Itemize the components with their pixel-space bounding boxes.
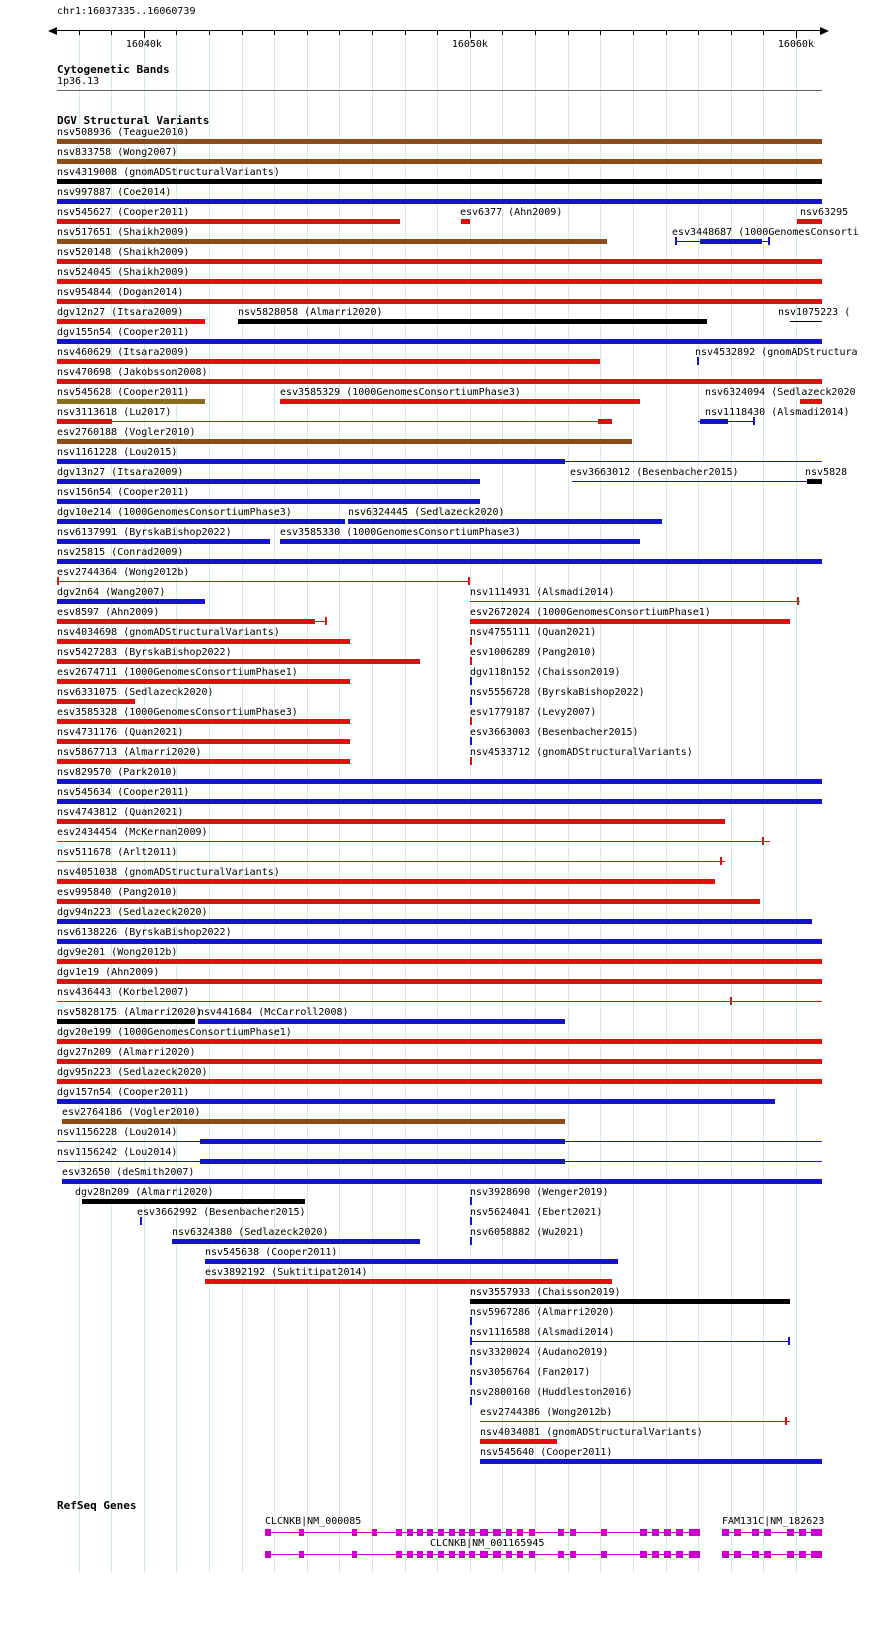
gene-exon[interactable] (506, 1529, 512, 1536)
variant-label: nsv1075223 ( (778, 307, 851, 318)
variant-tick[interactable] (325, 617, 327, 625)
variant-label: esv3585330 (1000GenomesConsortiumPhase3) (280, 527, 521, 538)
variant-label: esv2744364 (Wong2012b) (57, 567, 190, 578)
variant-label: nsv25815 (Conrad2009) (57, 547, 184, 558)
ruler-tick (633, 31, 634, 35)
gene-exon[interactable] (752, 1551, 759, 1558)
ruler-tick-label: 16060k (777, 39, 814, 50)
ruler-tick (796, 31, 797, 38)
variant-label: nsv6138226 (ByrskaBishop2022) (57, 927, 232, 938)
ruler-tick-label: 16040k (125, 39, 162, 50)
variant-label: nsv6137991 (ByrskaBishop2022) (57, 527, 232, 538)
variant-label: nsv1118430 (Alsmadi2014) (705, 407, 850, 418)
ruler-tick (600, 31, 601, 35)
gene-exon[interactable] (640, 1551, 647, 1558)
ruler-tick (79, 31, 80, 35)
variant-label: esv2760188 (Vogler2010) (57, 427, 196, 438)
ruler-arrow-right (820, 27, 829, 35)
variant-bar[interactable] (57, 619, 315, 624)
variant-line[interactable] (57, 1001, 822, 1002)
variant-label: nsv524045 (Shaikh2009) (57, 267, 190, 278)
gene-exon[interactable] (811, 1551, 822, 1558)
ruler-tick (405, 31, 406, 35)
gene-exon[interactable] (449, 1529, 455, 1536)
variant-label: nsv545638 (Cooper2011) (205, 1247, 338, 1258)
variant-label: nsv829570 (Park2010) (57, 767, 178, 778)
variant-bar[interactable] (57, 419, 112, 424)
variant-label: dgv27n209 (Almarri2020) (57, 1047, 196, 1058)
variant-label: nsv470698 (Jakobsson2008) (57, 367, 208, 378)
variant-line[interactable] (572, 481, 822, 482)
gene-exon[interactable] (506, 1551, 512, 1558)
variant-label: nsv3320024 (Audano2019) (470, 1347, 609, 1358)
variant-line[interactable] (470, 601, 800, 602)
variant-label: nsv4532892 (gnomADStructura (695, 347, 858, 358)
ruler-tick (242, 31, 243, 35)
gene-exon[interactable] (787, 1551, 794, 1558)
gene-exon[interactable] (438, 1529, 444, 1536)
gene-exon[interactable] (427, 1529, 433, 1536)
variant-bar[interactable] (57, 1039, 822, 1044)
variant-bar[interactable] (470, 619, 790, 624)
variant-label: nsv156n54 (Cooper2011) (57, 487, 190, 498)
variant-label: esv2672024 (1000GenomesConsortiumPhase1) (470, 607, 711, 618)
variant-label: nsv4533712 (gnomADStructuralVariants) (470, 747, 693, 758)
variant-label: nsv833758 (Wong2007) (57, 147, 178, 158)
gene-exon[interactable] (689, 1529, 700, 1536)
gene-exon[interactable] (427, 1551, 433, 1558)
variant-bar[interactable] (57, 399, 205, 404)
variant-bar[interactable] (238, 319, 707, 324)
gene-exon[interactable] (570, 1529, 576, 1536)
gene-exon[interactable] (558, 1551, 564, 1558)
variant-label: esv2674711 (1000GenomesConsortiumPhase1) (57, 667, 298, 678)
gene-exon[interactable] (652, 1529, 659, 1536)
variant-bar[interactable] (200, 1159, 565, 1164)
variant-tick[interactable] (762, 837, 764, 845)
variant-label: dgv9e201 (Wong2012b) (57, 947, 178, 958)
gene-exon[interactable] (407, 1529, 413, 1536)
variant-bar[interactable] (62, 1179, 822, 1184)
gene-exon[interactable] (459, 1529, 465, 1536)
variant-label: esv8597 (Ahn2009) (57, 607, 160, 618)
gene-exon[interactable] (601, 1529, 607, 1536)
variant-tick[interactable] (468, 577, 470, 585)
ruler-tick (568, 31, 569, 35)
variant-label: esv1779187 (Levy2007) (470, 707, 597, 718)
gene-exon[interactable] (529, 1529, 535, 1536)
gene-exon[interactable] (299, 1551, 304, 1558)
variant-tick[interactable] (785, 1417, 787, 1425)
variant-tick[interactable] (797, 597, 799, 605)
gene-exon[interactable] (396, 1551, 402, 1558)
ruler-tick (209, 31, 210, 35)
gene-exon[interactable] (664, 1551, 671, 1558)
variant-bar[interactable] (57, 659, 420, 664)
variant-bar[interactable] (57, 639, 350, 644)
gene-exon[interactable] (517, 1551, 523, 1558)
variant-bar[interactable] (57, 679, 350, 684)
gene-exon[interactable] (493, 1551, 501, 1558)
variant-bar[interactable] (205, 1259, 618, 1264)
variant-bar[interactable] (172, 1239, 420, 1244)
region-label: chr1:16037335..16060739 (57, 6, 196, 17)
variant-label: nsv5624041 (Ebert2021) (470, 1207, 603, 1218)
gene-exon[interactable] (689, 1551, 700, 1558)
gene-exon[interactable] (652, 1551, 659, 1558)
variant-bar[interactable] (797, 219, 822, 224)
variant-label: dgv118n152 (Chaisson2019) (470, 667, 621, 678)
variant-label: nsv545628 (Cooper2011) (57, 387, 190, 398)
variant-bar[interactable] (200, 1139, 565, 1144)
variant-label: nsv545627 (Cooper2011) (57, 207, 190, 218)
variant-bar[interactable] (57, 179, 822, 184)
variant-label: nsv517651 (Shaikh2009) (57, 227, 190, 238)
variant-label: nsv6331075 (Sedlazeck2020) (57, 687, 214, 698)
ruler-tick (144, 31, 145, 38)
gene-exon[interactable] (469, 1529, 475, 1536)
variant-line[interactable] (470, 1341, 790, 1342)
variant-label: nsv545634 (Cooper2011) (57, 787, 190, 798)
variant-bar[interactable] (700, 239, 762, 244)
gene-exon[interactable] (799, 1529, 806, 1536)
ruler-tick (731, 31, 732, 35)
variant-bar[interactable] (57, 959, 822, 964)
variant-label: nsv5867713 (Almarri2020) (57, 747, 202, 758)
variant-label: nsv954844 (Dogan2014) (57, 287, 184, 298)
variant-bar[interactable] (461, 219, 470, 224)
variant-label: nsv3557933 (Chaisson2019) (470, 1287, 621, 1298)
gene-exon[interactable] (449, 1551, 455, 1558)
variant-tick[interactable] (730, 997, 732, 1005)
variant-label: nsv4319008 (gnomADStructuralVariants) (57, 167, 280, 178)
gene-exon[interactable] (676, 1551, 683, 1558)
variant-bar[interactable] (57, 559, 822, 564)
gene-exon[interactable] (664, 1529, 671, 1536)
variant-label: nsv3056764 (Fan2017) (470, 1367, 591, 1378)
variant-label: nsv6058882 (Wu2021) (470, 1227, 585, 1238)
variant-label: nsv5427283 (ByrskaBishop2022) (57, 647, 232, 658)
variant-label: dgv2n64 (Wang2007) (57, 587, 166, 598)
variant-label: dgv10e214 (1000GenomesConsortiumPhase3) (57, 507, 292, 518)
variant-bar[interactable] (57, 879, 715, 884)
variant-bar[interactable] (57, 979, 822, 984)
variant-line[interactable] (57, 581, 470, 582)
variant-label: nsv1156242 (Lou2014) (57, 1147, 178, 1158)
gene-exon[interactable] (396, 1529, 402, 1536)
variant-bar[interactable] (57, 699, 135, 704)
variant-bar[interactable] (82, 1199, 305, 1204)
variant-bar[interactable] (57, 499, 480, 504)
variant-bar[interactable] (57, 239, 607, 244)
gene-exon[interactable] (407, 1551, 413, 1558)
variant-label: esv6377 (Ahn2009) (460, 207, 563, 218)
variant-label: nsv1156228 (Lou2014) (57, 1127, 178, 1138)
variant-label: esv32650 (deSmith2007) (62, 1167, 195, 1178)
gene-exon[interactable] (722, 1551, 729, 1558)
variant-label: nsv1116588 (Alsmadi2014) (470, 1327, 615, 1338)
gene-exon[interactable] (372, 1529, 377, 1536)
variant-line[interactable] (565, 461, 822, 462)
ruler-tick (274, 31, 275, 35)
variant-label: nsv511678 (Arlt2011) (57, 847, 178, 858)
ruler-tick (535, 31, 536, 35)
variant-label: nsv5556728 (ByrskaBishop2022) (470, 687, 645, 698)
variant-bar[interactable] (57, 199, 822, 204)
variant-label: nsv5828 (805, 467, 848, 478)
ruler-tick (307, 31, 308, 35)
variant-label: nsv4051038 (gnomADStructuralVariants) (57, 867, 280, 878)
variant-bar[interactable] (205, 1279, 612, 1284)
variant-label: nsv460629 (Itsara2009) (57, 347, 190, 358)
ruler-tick (763, 31, 764, 35)
variant-label: esv3585328 (1000GenomesConsortiumPhase3) (57, 707, 298, 718)
variant-bar[interactable] (57, 799, 822, 804)
variant-line[interactable] (112, 421, 600, 422)
variant-label: esv3892192 (Suktitipat2014) (205, 1267, 368, 1278)
ruler-tick (437, 31, 438, 35)
gene-exon[interactable] (438, 1551, 444, 1558)
variant-bar[interactable] (57, 359, 600, 364)
gene-exon[interactable] (722, 1529, 729, 1536)
gene-exon[interactable] (787, 1529, 794, 1536)
gene-exon[interactable] (417, 1551, 423, 1558)
variant-label: nsv441684 (McCarroll2008) (198, 1007, 349, 1018)
variant-label: dgv13n27 (Itsara2009) (57, 467, 184, 478)
gene-exon[interactable] (799, 1551, 806, 1558)
variant-label: nsv520148 (Shaikh2009) (57, 247, 190, 258)
variant-bar[interactable] (57, 899, 760, 904)
ruler-tick (372, 31, 373, 35)
variant-label: dgv155n54 (Cooper2011) (57, 327, 190, 338)
gene-exon[interactable] (601, 1551, 607, 1558)
variant-label: dgv157n54 (Cooper2011) (57, 1087, 190, 1098)
gene-label: CLCNKB|NM_000085 (265, 1516, 362, 1527)
gene-exon[interactable] (265, 1529, 271, 1536)
variant-bar[interactable] (57, 939, 822, 944)
variant-bar[interactable] (57, 159, 822, 164)
variant-bar[interactable] (57, 279, 822, 284)
variant-bar[interactable] (480, 1459, 822, 1464)
gene-exon[interactable] (640, 1529, 647, 1536)
variant-label: esv1006289 (Pang2010) (470, 647, 597, 658)
variant-bar[interactable] (57, 379, 822, 384)
gene-exon[interactable] (517, 1529, 523, 1536)
variant-label: esv2764186 (Vogler2010) (62, 1107, 201, 1118)
gene-exon[interactable] (558, 1529, 564, 1536)
variant-bar[interactable] (57, 739, 350, 744)
variant-tick[interactable] (720, 857, 722, 865)
variant-label: dgv94n223 (Sedlazeck2020) (57, 907, 208, 918)
variant-bar[interactable] (57, 1099, 775, 1104)
gene-exon[interactable] (265, 1551, 271, 1558)
gene-exon[interactable] (752, 1529, 759, 1536)
gene-exon[interactable] (480, 1551, 488, 1558)
variant-bar[interactable] (57, 519, 345, 524)
variant-bar[interactable] (57, 319, 205, 324)
gene-exon[interactable] (480, 1529, 488, 1536)
variant-label: nsv5967286 (Almarri2020) (470, 1307, 615, 1318)
variant-bar[interactable] (57, 339, 822, 344)
variant-label: nsv997887 (Coe2014) (57, 187, 172, 198)
variant-label: nsv6324094 (Sedlazeck2020 (705, 387, 856, 398)
gene-exon[interactable] (764, 1529, 771, 1536)
variant-bar[interactable] (280, 399, 640, 404)
ruler-tick (666, 31, 667, 35)
variant-bar[interactable] (280, 539, 640, 544)
variant-bar[interactable] (57, 439, 632, 444)
variant-label: nsv3928690 (Wenger2019) (470, 1187, 609, 1198)
variant-label: nsv4731176 (Quan2021) (57, 727, 184, 738)
variant-label: dgv95n223 (Sedlazeck2020) (57, 1067, 208, 1078)
variant-label: nsv2800160 (Huddleston2016) (470, 1387, 633, 1398)
gene-exon[interactable] (676, 1529, 683, 1536)
variant-bar[interactable] (57, 539, 270, 544)
variant-bar[interactable] (57, 1079, 822, 1084)
variant-label: nsv4743812 (Quan2021) (57, 807, 184, 818)
gene-exon[interactable] (734, 1529, 741, 1536)
ruler-tick (176, 31, 177, 35)
variant-label: esv3663012 (Besenbacher2015) (570, 467, 739, 478)
variant-bar[interactable] (57, 139, 822, 144)
ruler-tick (698, 31, 699, 35)
dgv-track-title: DGV Structural Variants (57, 114, 210, 127)
ruler-tick-label: 16050k (451, 39, 488, 50)
gene-exon[interactable] (469, 1551, 475, 1558)
variant-bar[interactable] (57, 919, 812, 924)
variant-bar[interactable] (57, 819, 725, 824)
variant-label: nsv5828175 (Almarri2020) (57, 1007, 202, 1018)
gene-exon[interactable] (734, 1551, 741, 1558)
variant-tick[interactable] (788, 1337, 790, 1345)
gene-exon[interactable] (570, 1551, 576, 1558)
variant-line[interactable] (57, 861, 725, 862)
variant-bar[interactable] (57, 479, 480, 484)
gene-exon[interactable] (764, 1551, 771, 1558)
variant-label: nsv4755111 (Quan2021) (470, 627, 597, 638)
ruler-tick (339, 31, 340, 35)
variant-label: esv3448687 (1000GenomesConsorti (672, 227, 859, 238)
variant-label: nsv6324445 (Sedlazeck2020) (348, 507, 505, 518)
variant-line[interactable] (790, 321, 822, 322)
ruler-line (57, 30, 820, 31)
variant-label: esv3585329 (1000GenomesConsortiumPhase3) (280, 387, 521, 398)
variant-bar[interactable] (57, 1059, 822, 1064)
variant-bar[interactable] (807, 479, 822, 484)
gene-label: FAM131C|NM_182623 (722, 1516, 825, 1527)
variant-label: nsv3113618 (Lu2017) (57, 407, 172, 418)
gene-exon[interactable] (417, 1529, 423, 1536)
variant-bar[interactable] (480, 1439, 557, 1444)
variant-bar[interactable] (57, 459, 565, 464)
variant-bar[interactable] (57, 599, 205, 604)
gene-exon[interactable] (529, 1551, 535, 1558)
variant-label: nsv6324380 (Sedlazeck2020) (172, 1227, 329, 1238)
variant-bar[interactable] (57, 779, 822, 784)
variant-bar[interactable] (57, 1019, 195, 1024)
ruler-tick (470, 31, 471, 38)
variant-label: dgv12n27 (Itsara2009) (57, 307, 184, 318)
variant-label: nsv508936 (Teague2010) (57, 127, 190, 138)
variant-bar[interactable] (57, 259, 822, 264)
variant-bar[interactable] (800, 399, 822, 404)
variant-line[interactable] (480, 1421, 790, 1422)
variant-label: esv2744386 (Wong2012b) (480, 1407, 613, 1418)
variant-label: dgv28n209 (Almarri2020) (75, 1187, 214, 1198)
variant-label: nsv545640 (Cooper2011) (480, 1447, 613, 1458)
variant-label: esv3663003 (Besenbacher2015) (470, 727, 639, 738)
variant-label: nsv4034081 (gnomADStructuralVariants) (480, 1427, 703, 1438)
ruler-tick (111, 31, 112, 35)
ruler-tick (502, 31, 503, 35)
variant-label: nsv436443 (Korbel2007) (57, 987, 190, 998)
variant-label: nsv4034698 (gnomADStructuralVariants) (57, 627, 280, 638)
variant-bar[interactable] (62, 1119, 565, 1124)
ruler-arrow-left (48, 27, 57, 35)
gene-exon[interactable] (459, 1551, 465, 1558)
variant-label: dgv1e19 (Ahn2009) (57, 967, 160, 978)
variant-bar[interactable] (598, 419, 612, 424)
refseq-track-title: RefSeq Genes (57, 1499, 137, 1512)
variant-line[interactable] (57, 841, 770, 842)
variant-bar[interactable] (470, 1299, 790, 1304)
variant-label: nsv1161228 (Lou2015) (57, 447, 178, 458)
variant-bar[interactable] (198, 1019, 565, 1024)
variant-label: nsv1114931 (Alsmadi2014) (470, 587, 615, 598)
variant-label: dgv20e199 (1000GenomesConsortiumPhase1) (57, 1027, 292, 1038)
variant-label: esv2434454 (McKernan2009) (57, 827, 208, 838)
gene-exon[interactable] (352, 1529, 357, 1536)
gene-exon[interactable] (352, 1551, 357, 1558)
variant-label: esv3662992 (Besenbacher2015) (137, 1207, 306, 1218)
variant-label: nsv63295 (800, 207, 849, 218)
variant-bar[interactable] (57, 299, 822, 304)
cytoband-track-line (57, 90, 822, 91)
gene-exon[interactable] (493, 1529, 501, 1536)
variant-label: esv995840 (Pang2010) (57, 887, 178, 898)
variant-label: nsv5828058 (Almarri2020) (238, 307, 383, 318)
cytogenetic-bands-title: Cytogenetic Bands (57, 63, 170, 76)
gene-label: CLCNKB|NM_001165945 (430, 1538, 545, 1549)
variant-bar[interactable] (348, 519, 662, 524)
variant-bar[interactable] (700, 419, 728, 424)
gene-exon[interactable] (299, 1529, 304, 1536)
variant-bar[interactable] (57, 219, 400, 224)
gene-exon[interactable] (811, 1529, 822, 1536)
variant-bar[interactable] (57, 759, 350, 764)
cytoband-label: 1p36.13 (57, 76, 100, 87)
variant-bar[interactable] (57, 719, 350, 724)
